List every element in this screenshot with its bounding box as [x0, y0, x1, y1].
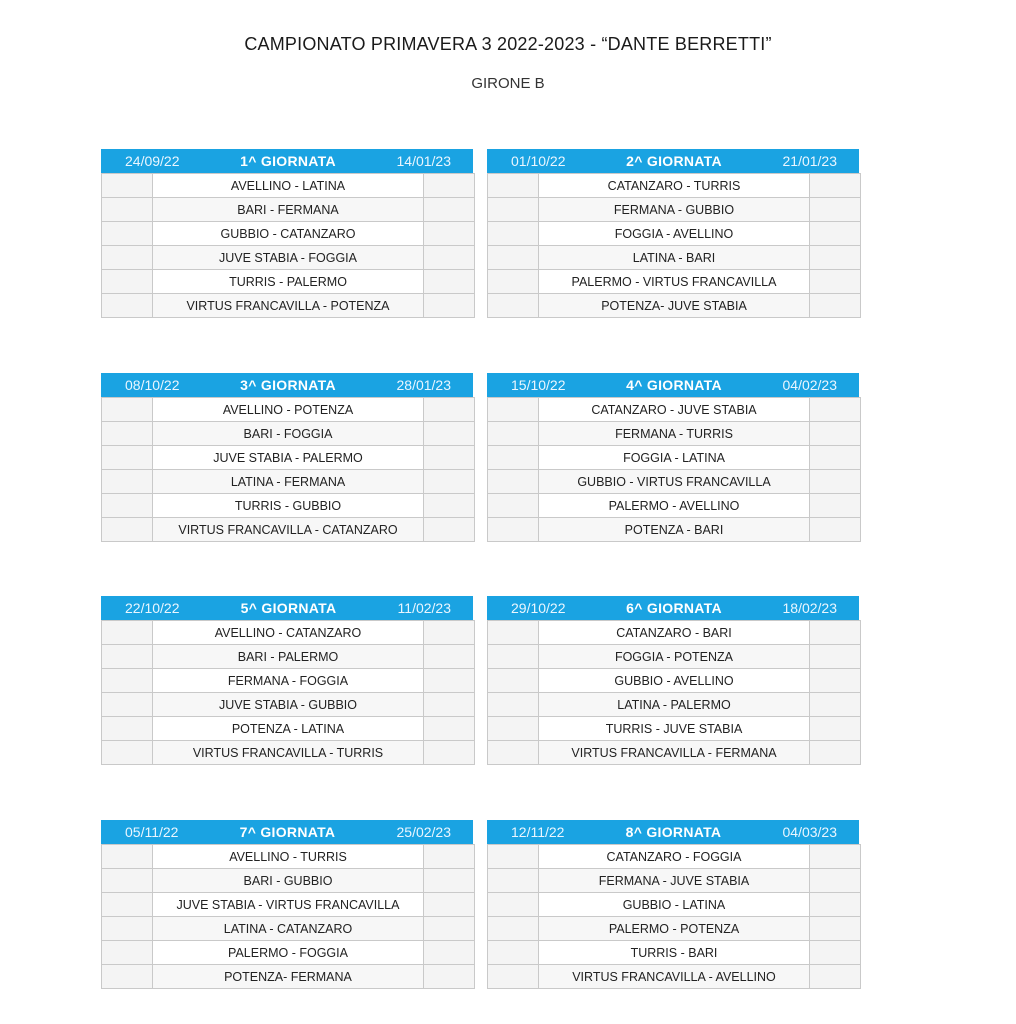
match-fixture: AVELLINO - TURRIS	[153, 845, 424, 869]
match-fixture: FOGGIA - LATINA	[539, 446, 810, 470]
match-fixture: VIRTUS FRANCAVILLA - CATANZARO	[153, 518, 424, 542]
score-cell-left	[102, 270, 153, 294]
match-row	[488, 941, 861, 965]
score-cell-left	[488, 845, 539, 869]
round-header	[487, 373, 859, 397]
match-fixture: JUVE STABIA - GUBBIO	[153, 693, 424, 717]
match-row	[488, 741, 861, 765]
score-cell-left	[102, 941, 153, 965]
score-cell-right	[810, 470, 861, 494]
first-leg-date: 24/09/22	[125, 153, 180, 169]
score-cell-right	[424, 621, 475, 645]
match-row	[488, 917, 861, 941]
return-leg-date: 28/01/23	[396, 377, 451, 393]
return-leg-date: 04/02/23	[782, 377, 837, 393]
score-cell-right	[810, 294, 861, 318]
match-fixture: POTENZA- FERMANA	[153, 965, 424, 989]
round-name: 4^ GIORNATA	[626, 377, 722, 393]
match-fixture: JUVE STABIA - FOGGIA	[153, 246, 424, 270]
score-cell-right	[424, 270, 475, 294]
match-fixture: TURRIS - PALERMO	[153, 270, 424, 294]
match-fixture: AVELLINO - LATINA	[153, 174, 424, 198]
score-cell-right	[424, 222, 475, 246]
score-cell-right	[424, 845, 475, 869]
score-cell-left	[102, 518, 153, 542]
score-cell-right	[424, 917, 475, 941]
match-row	[488, 246, 861, 270]
matches-table	[101, 844, 475, 989]
match-fixture: LATINA - PALERMO	[539, 693, 810, 717]
score-cell-right	[810, 741, 861, 765]
score-cell-right	[810, 422, 861, 446]
match-row	[102, 446, 475, 470]
match-row	[102, 741, 475, 765]
score-cell-right	[424, 518, 475, 542]
score-cell-right	[424, 941, 475, 965]
round-table	[101, 820, 473, 989]
score-cell-left	[102, 845, 153, 869]
round-name: 3^ GIORNATA	[240, 377, 336, 393]
score-cell-left	[102, 398, 153, 422]
match-fixture: GUBBIO - LATINA	[539, 893, 810, 917]
score-cell-left	[488, 246, 539, 270]
match-row	[488, 893, 861, 917]
score-cell-right	[810, 669, 861, 693]
match-fixture: JUVE STABIA - VIRTUS FRANCAVILLA	[153, 893, 424, 917]
round-header	[101, 373, 473, 397]
match-row	[488, 198, 861, 222]
match-row	[102, 645, 475, 669]
match-row	[102, 494, 475, 518]
score-cell-right	[810, 198, 861, 222]
score-cell-left	[102, 893, 153, 917]
score-cell-left	[488, 470, 539, 494]
score-cell-left	[488, 741, 539, 765]
return-leg-date: 11/02/23	[397, 600, 451, 616]
score-cell-right	[810, 398, 861, 422]
score-cell-right	[810, 222, 861, 246]
round-name: 1^ GIORNATA	[240, 153, 336, 169]
match-fixture: CATANZARO - TURRIS	[539, 174, 810, 198]
match-fixture: CATANZARO - BARI	[539, 621, 810, 645]
match-fixture: AVELLINO - CATANZARO	[153, 621, 424, 645]
round-name: 6^ GIORNATA	[626, 600, 722, 616]
score-cell-right	[424, 294, 475, 318]
match-row	[488, 845, 861, 869]
score-cell-right	[424, 893, 475, 917]
match-row	[488, 717, 861, 741]
match-row	[488, 470, 861, 494]
round-header	[101, 596, 473, 620]
match-row	[488, 518, 861, 542]
match-row	[488, 621, 861, 645]
score-cell-right	[424, 669, 475, 693]
round-name: 5^ GIORNATA	[240, 600, 337, 616]
round-table	[487, 373, 859, 542]
matches-table	[101, 620, 475, 765]
score-cell-left	[102, 294, 153, 318]
match-fixture: PALERMO - POTENZA	[539, 917, 810, 941]
match-row	[488, 222, 861, 246]
round-name: 8^ GIORNATA	[625, 824, 722, 840]
score-cell-left	[102, 470, 153, 494]
match-fixture: POTENZA - LATINA	[153, 717, 424, 741]
match-fixture: GUBBIO - AVELLINO	[539, 669, 810, 693]
match-row	[102, 422, 475, 446]
matches-table	[101, 173, 475, 318]
score-cell-left	[102, 222, 153, 246]
score-cell-right	[424, 198, 475, 222]
return-leg-date: 14/01/23	[396, 153, 451, 169]
score-cell-right	[424, 965, 475, 989]
match-fixture: TURRIS - JUVE STABIA	[539, 717, 810, 741]
matches-table	[487, 397, 861, 542]
score-cell-left	[488, 294, 539, 318]
score-cell-left	[102, 174, 153, 198]
score-cell-right	[810, 621, 861, 645]
score-cell-left	[488, 446, 539, 470]
match-fixture: FERMANA - JUVE STABIA	[539, 869, 810, 893]
score-cell-left	[488, 621, 539, 645]
score-cell-left	[488, 893, 539, 917]
first-leg-date: 22/10/22	[125, 600, 180, 616]
match-fixture: TURRIS - BARI	[539, 941, 810, 965]
score-cell-left	[102, 246, 153, 270]
score-cell-right	[424, 717, 475, 741]
match-fixture: CATANZARO - FOGGIA	[539, 845, 810, 869]
round-table	[101, 373, 473, 542]
round-table	[487, 596, 859, 765]
match-row	[488, 645, 861, 669]
score-cell-left	[102, 693, 153, 717]
first-leg-date: 12/11/22	[511, 824, 565, 840]
score-cell-right	[810, 917, 861, 941]
score-cell-right	[810, 494, 861, 518]
match-row	[102, 717, 475, 741]
score-cell-left	[102, 198, 153, 222]
match-row	[102, 470, 475, 494]
score-cell-right	[424, 494, 475, 518]
score-cell-left	[488, 717, 539, 741]
score-cell-right	[810, 869, 861, 893]
score-cell-left	[488, 965, 539, 989]
match-fixture: POTENZA - BARI	[539, 518, 810, 542]
score-cell-left	[102, 741, 153, 765]
match-row	[488, 693, 861, 717]
score-cell-right	[810, 941, 861, 965]
match-row	[488, 270, 861, 294]
score-cell-right	[810, 270, 861, 294]
match-row	[102, 845, 475, 869]
match-fixture: VIRTUS FRANCAVILLA - AVELLINO	[539, 965, 810, 989]
round-header	[101, 820, 473, 844]
match-row	[102, 693, 475, 717]
score-cell-left	[488, 494, 539, 518]
score-cell-left	[102, 621, 153, 645]
page-title: CAMPIONATO PRIMAVERA 3 2022-2023 - “DANTE BERRETTI”	[244, 34, 772, 54]
matches-table	[101, 397, 475, 542]
score-cell-right	[810, 518, 861, 542]
score-cell-left	[488, 518, 539, 542]
match-fixture: BARI - PALERMO	[153, 645, 424, 669]
score-cell-right	[424, 741, 475, 765]
first-leg-date: 01/10/22	[511, 153, 566, 169]
match-row	[102, 869, 475, 893]
score-cell-left	[488, 917, 539, 941]
round-name: 7^ GIORNATA	[239, 824, 336, 840]
round-header	[487, 149, 859, 173]
score-cell-left	[488, 222, 539, 246]
first-leg-date: 15/10/22	[511, 377, 566, 393]
score-cell-right	[424, 693, 475, 717]
round-name: 2^ GIORNATA	[626, 153, 722, 169]
score-cell-left	[102, 446, 153, 470]
match-fixture: AVELLINO - POTENZA	[153, 398, 424, 422]
round-header	[487, 820, 859, 844]
match-fixture: PALERMO - FOGGIA	[153, 941, 424, 965]
match-row	[488, 669, 861, 693]
match-fixture: FERMANA - FOGGIA	[153, 669, 424, 693]
match-fixture: TURRIS - GUBBIO	[153, 494, 424, 518]
score-cell-right	[810, 893, 861, 917]
score-cell-left	[102, 645, 153, 669]
matches-table	[487, 620, 861, 765]
match-row	[102, 621, 475, 645]
score-cell-right	[810, 717, 861, 741]
match-fixture: CATANZARO - JUVE STABIA	[539, 398, 810, 422]
match-row	[102, 917, 475, 941]
match-fixture: BARI - FERMANA	[153, 198, 424, 222]
score-cell-right	[424, 446, 475, 470]
score-cell-right	[810, 845, 861, 869]
match-fixture: LATINA - CATANZARO	[153, 917, 424, 941]
match-row	[102, 294, 475, 318]
score-cell-left	[488, 869, 539, 893]
first-leg-date: 08/10/22	[125, 377, 180, 393]
score-cell-left	[102, 422, 153, 446]
match-row	[102, 893, 475, 917]
score-cell-right	[424, 645, 475, 669]
match-fixture: LATINA - BARI	[539, 246, 810, 270]
match-fixture: LATINA - FERMANA	[153, 470, 424, 494]
score-cell-left	[102, 869, 153, 893]
first-leg-date: 29/10/22	[511, 600, 566, 616]
match-fixture: PALERMO - VIRTUS FRANCAVILLA	[539, 270, 810, 294]
score-cell-right	[810, 965, 861, 989]
score-cell-right	[424, 174, 475, 198]
score-cell-right	[810, 174, 861, 198]
match-row	[488, 294, 861, 318]
score-cell-right	[424, 422, 475, 446]
return-leg-date: 25/02/23	[396, 824, 451, 840]
score-cell-right	[810, 645, 861, 669]
round-table	[487, 149, 859, 318]
match-row	[488, 869, 861, 893]
page-subtitle: GIRONE B	[471, 75, 545, 92]
score-cell-left	[488, 198, 539, 222]
match-row	[102, 198, 475, 222]
match-row	[102, 518, 475, 542]
match-fixture: BARI - FOGGIA	[153, 422, 424, 446]
score-cell-left	[488, 693, 539, 717]
match-row	[488, 174, 861, 198]
score-cell-left	[102, 917, 153, 941]
match-fixture: JUVE STABIA - PALERMO	[153, 446, 424, 470]
match-fixture: GUBBIO - CATANZARO	[153, 222, 424, 246]
match-row	[488, 422, 861, 446]
match-row	[102, 398, 475, 422]
round-header	[101, 149, 473, 173]
score-cell-right	[424, 869, 475, 893]
score-cell-left	[488, 941, 539, 965]
score-cell-left	[488, 669, 539, 693]
match-fixture: VIRTUS FRANCAVILLA - POTENZA	[153, 294, 424, 318]
score-cell-right	[424, 398, 475, 422]
score-cell-right	[810, 693, 861, 717]
score-cell-right	[424, 246, 475, 270]
match-fixture: FOGGIA - POTENZA	[539, 645, 810, 669]
score-cell-left	[488, 422, 539, 446]
match-row	[102, 965, 475, 989]
match-row	[488, 494, 861, 518]
match-fixture: BARI - GUBBIO	[153, 869, 424, 893]
return-leg-date: 18/02/23	[782, 600, 837, 616]
match-row	[102, 669, 475, 693]
score-cell-left	[488, 174, 539, 198]
round-table	[101, 596, 473, 765]
match-fixture: FOGGIA - AVELLINO	[539, 222, 810, 246]
match-fixture: POTENZA- JUVE STABIA	[539, 294, 810, 318]
match-fixture: VIRTUS FRANCAVILLA - FERMANA	[539, 741, 810, 765]
match-fixture: VIRTUS FRANCAVILLA - TURRIS	[153, 741, 424, 765]
match-row	[102, 174, 475, 198]
score-cell-left	[102, 494, 153, 518]
score-cell-left	[488, 645, 539, 669]
return-leg-date: 21/01/23	[782, 153, 837, 169]
round-table	[101, 149, 473, 318]
score-cell-left	[102, 717, 153, 741]
score-cell-left	[102, 669, 153, 693]
score-cell-left	[488, 398, 539, 422]
match-row	[102, 941, 475, 965]
score-cell-left	[488, 270, 539, 294]
match-row	[102, 270, 475, 294]
match-fixture: FERMANA - GUBBIO	[539, 198, 810, 222]
match-row	[102, 246, 475, 270]
match-row	[488, 398, 861, 422]
first-leg-date: 05/11/22	[125, 824, 179, 840]
round-table	[487, 820, 859, 989]
matches-table	[487, 173, 861, 318]
matches-table	[487, 844, 861, 989]
match-row	[488, 965, 861, 989]
score-cell-left	[102, 965, 153, 989]
score-cell-right	[424, 470, 475, 494]
match-fixture: PALERMO - AVELLINO	[539, 494, 810, 518]
score-cell-right	[810, 246, 861, 270]
match-row	[488, 446, 861, 470]
score-cell-right	[810, 446, 861, 470]
round-header	[487, 596, 859, 620]
match-fixture: GUBBIO - VIRTUS FRANCAVILLA	[539, 470, 810, 494]
match-fixture: FERMANA - TURRIS	[539, 422, 810, 446]
match-row	[102, 222, 475, 246]
return-leg-date: 04/03/23	[782, 824, 837, 840]
